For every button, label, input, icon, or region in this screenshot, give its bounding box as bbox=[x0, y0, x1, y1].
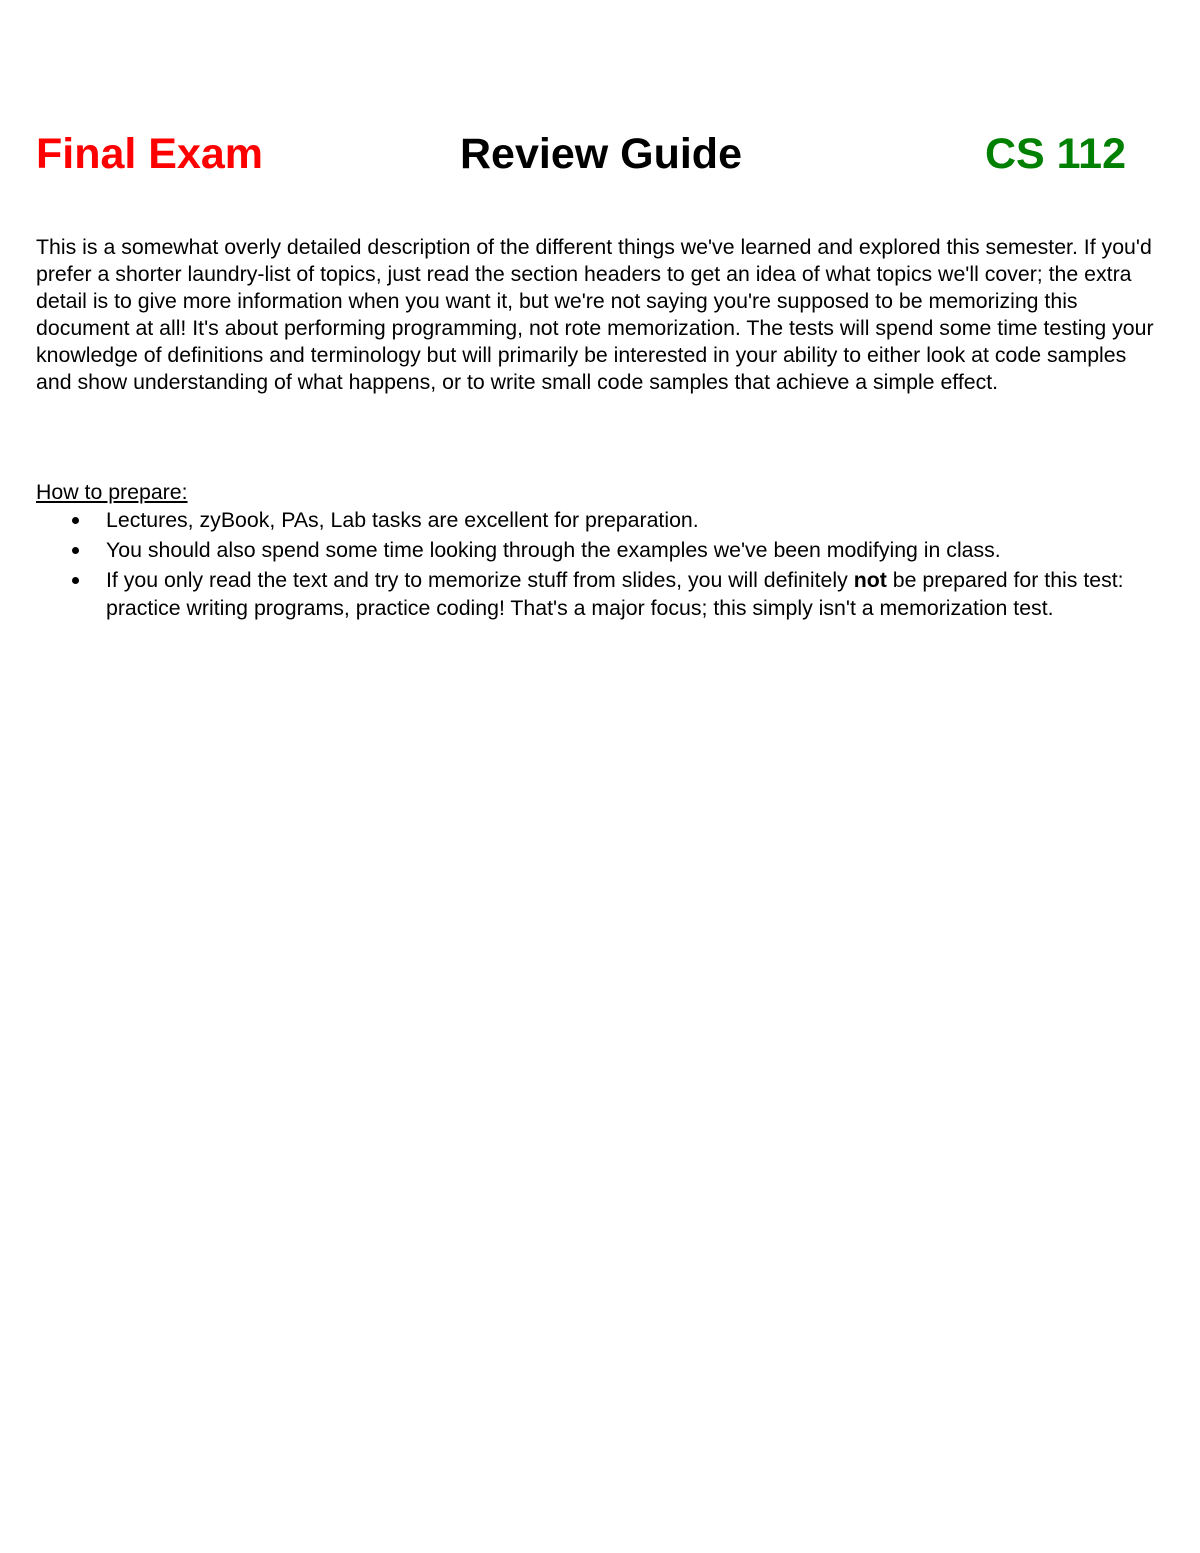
list-item-text bbox=[106, 568, 1124, 620]
bullet-icon bbox=[72, 517, 79, 524]
list-item-text-after: be prepared for this test: practice writing programs, practice coding! That's a major focus; this simply isn't a memorization test. bbox=[106, 568, 1124, 620]
title-row bbox=[36, 128, 1126, 184]
bullet-icon bbox=[72, 547, 79, 554]
intro-paragraph: This is a somewhat overly detailed description of the different things we've learned and explored this semester. If you'd prefer a shorter laundry-list of topics, just read the section headers to get an idea of what topics we'll cover; the extra detail is to give more information when you want it, but we're not saying you're supposed to be memorizing this document at all! It's about performing programming, not rote memorization. The tests will spend some time testing your knowledge of definitions and terminology but will primarily be interested in your ability to either look at code samples and show understanding of what happens, or to write small code samples that achieve a simple effect. bbox=[36, 235, 1154, 394]
list-item-text: You should also spend some time looking through the examples we've been modifying in class. bbox=[106, 538, 1001, 562]
bullet-icon bbox=[72, 577, 79, 584]
list-item bbox=[36, 536, 1160, 564]
emphasis-not: not bbox=[853, 568, 887, 592]
title-final-exam: Final Exam bbox=[36, 130, 264, 178]
list-item bbox=[36, 506, 1160, 534]
list-item-text-before: If you only read the text and try to memorize stuff from slides, you will definitely bbox=[106, 568, 854, 592]
list-item bbox=[36, 566, 1160, 622]
list-item-text: Lectures, zyBook, PAs, Lab tasks are excellent for preparation. bbox=[106, 508, 699, 532]
title-review-guide: Review Guide bbox=[460, 130, 742, 178]
title-course-code: CS 112 bbox=[984, 130, 1126, 178]
prep-heading: How to prepare: bbox=[36, 480, 188, 504]
prep-list bbox=[36, 506, 1160, 624]
